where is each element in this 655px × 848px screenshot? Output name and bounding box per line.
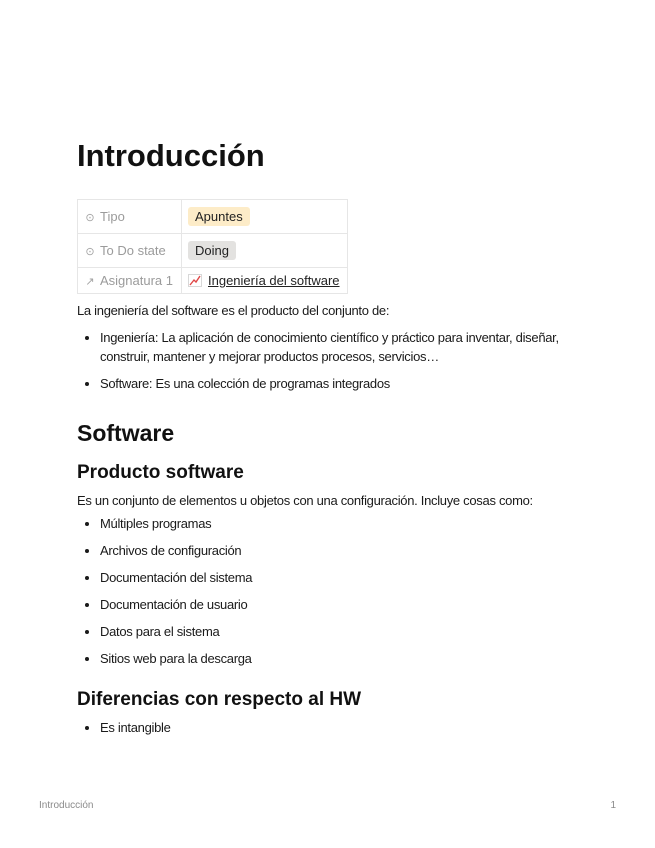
diferencias-list: [77, 718, 577, 737]
property-row-tipo: [78, 200, 348, 234]
property-value[interactable]: [182, 268, 348, 294]
subheading-producto-software: Producto software: [77, 462, 244, 483]
page-content: [77, 301, 577, 737]
list-item: • Software: Es una colección de programas integrados: [100, 374, 577, 393]
property-key: [78, 234, 182, 268]
producto-description: Es un conjunto de elementos u objetos con una configuración. Incluye cosas como:: [77, 493, 533, 508]
footer-title: Introducción: [39, 800, 94, 811]
tipo-tag[interactable]: Apuntes: [188, 207, 250, 226]
list-item: • Ingeniería: La aplicación de conocimiento científico y práctico para inventar, diseñar, construir, mantener y mejorar productos procesos, servicios…: [100, 328, 577, 366]
list-item: • Documentación del sistema: [100, 568, 577, 587]
list-item: • Es intangible: [100, 718, 577, 737]
subheading-diferencias-hw: Diferencias con respecto al HW: [77, 689, 362, 710]
property-circle-icon: ⊙: [85, 246, 95, 258]
list-item: • Documentación de usuario: [100, 595, 577, 614]
list-item: • Sitios web para la descarga: [100, 649, 577, 668]
property-label: Asignatura 1: [100, 273, 173, 288]
todo-state-tag[interactable]: Doing: [188, 241, 236, 260]
property-label: Tipo: [100, 209, 125, 224]
asignatura-link[interactable]: Ingeniería del software: [208, 273, 340, 288]
relation-arrow-icon: ↗: [85, 276, 95, 288]
producto-list: [77, 514, 577, 668]
intro-list: [77, 328, 577, 393]
list-item: • Datos para el sistema: [100, 622, 577, 641]
property-value[interactable]: [182, 200, 348, 234]
properties-table: [77, 199, 348, 294]
chart-up-icon: [188, 274, 204, 288]
property-value[interactable]: [182, 234, 348, 268]
property-label: To Do state: [100, 243, 166, 258]
section-heading-software: Software: [77, 420, 175, 446]
list-item: • Archivos de configuración: [100, 541, 577, 560]
page-title: Introducción: [77, 138, 265, 173]
page-number: 1: [610, 800, 616, 811]
property-row-asignatura: [78, 268, 348, 294]
list-item: • Múltiples programas: [100, 514, 577, 533]
intro-paragraph: La ingeniería del software es el producto del conjunto de:: [77, 303, 390, 318]
property-key: [78, 268, 182, 294]
property-key: [78, 200, 182, 234]
property-row-todo-state: [78, 234, 348, 268]
property-circle-icon: ⊙: [85, 212, 95, 224]
